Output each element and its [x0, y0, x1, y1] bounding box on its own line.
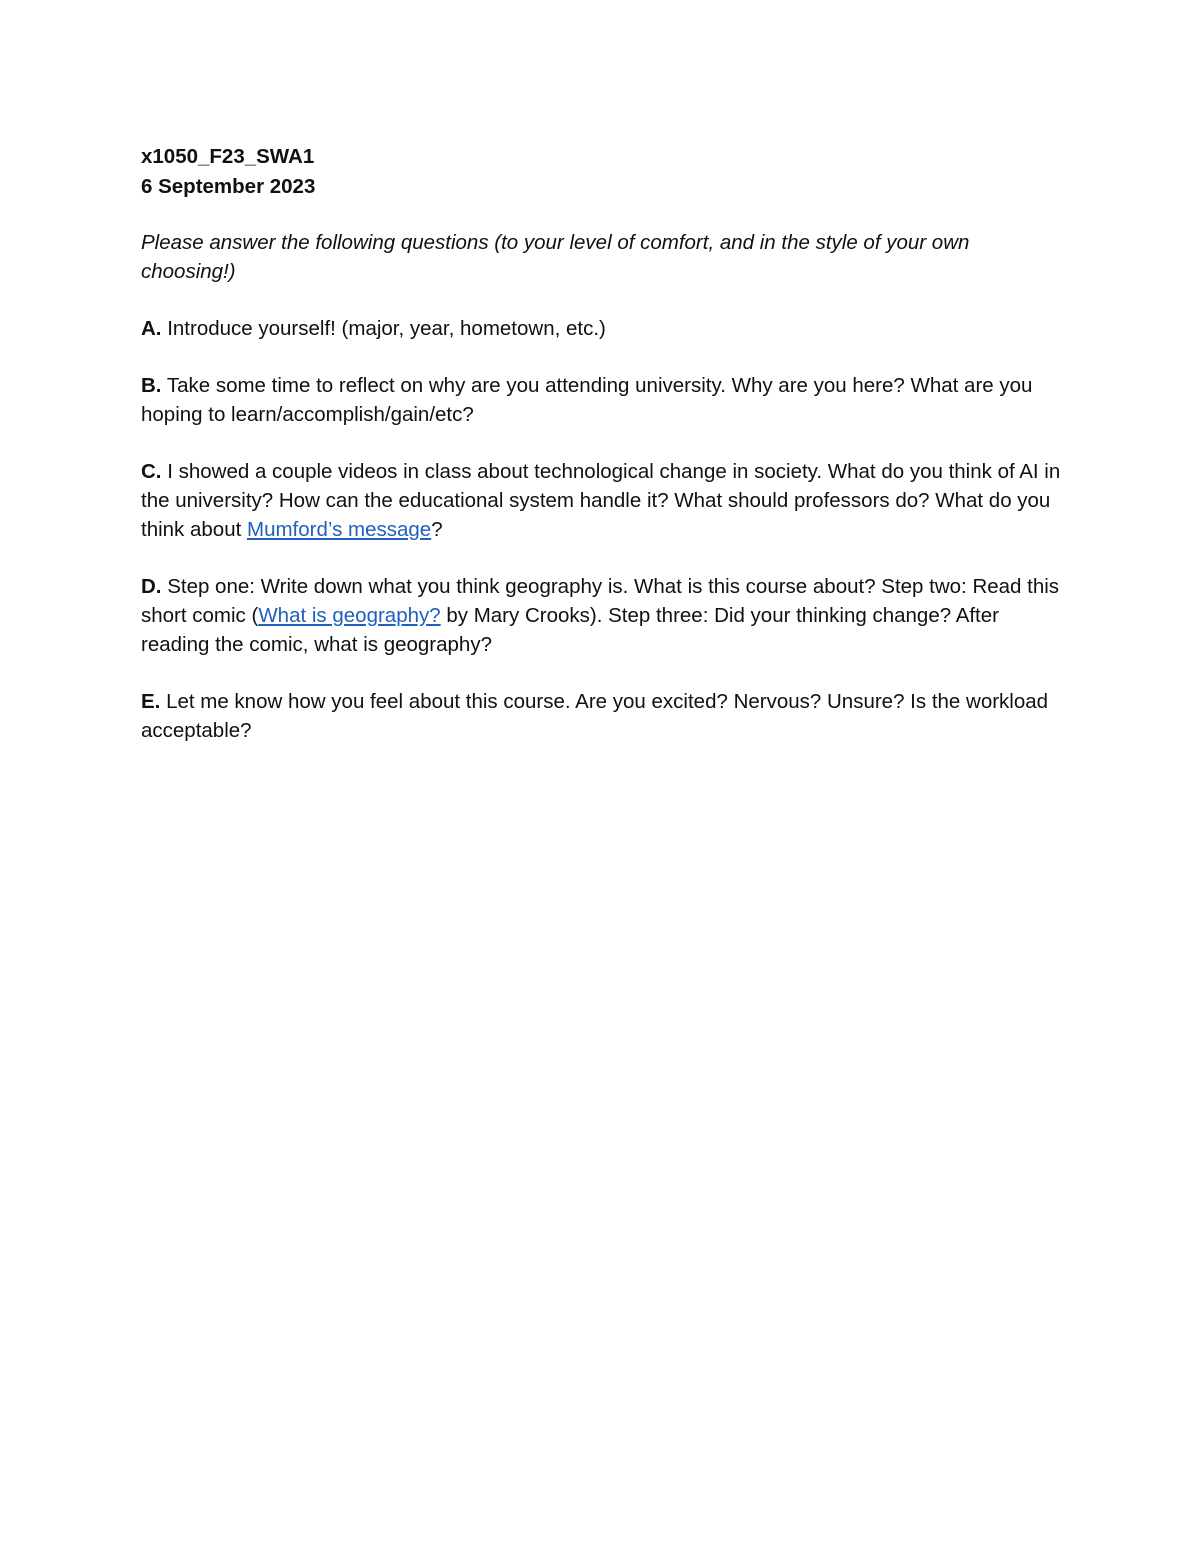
question-e-letter: E.: [141, 690, 161, 713]
question-b: [141, 371, 1066, 429]
question-a-text: Introduce yourself! (major, year, hometown, etc.): [161, 317, 606, 340]
question-b-letter: B.: [141, 374, 162, 397]
question-c-text-end: ?: [431, 518, 443, 541]
question-d-text: Step one: Write down what you think geography is. What is this course about? Step two: Read this short comic (: [141, 575, 1060, 627]
question-c-text: I showed a couple videos in class about technological change in society. What do you think of AI in the university? How can the educational system handle it? What should professors do? What do you think about: [141, 460, 1061, 541]
question-a-letter: A.: [141, 317, 162, 340]
document-title: x1050_F23_SWA1: [141, 145, 315, 168]
question-e-text: Let me know how you feel about this course. Are you excited? Nervous? Unsure? Is the workload acceptable?: [141, 690, 1049, 742]
mumford-message-link[interactable]: Mumford’s message: [247, 518, 432, 541]
question-d-text-end: by Mary Crooks). Step three: Did your thinking change? After reading the comic, what is geography?: [141, 604, 999, 656]
question-b-text: Take some time to reflect on why are you attending university. Why are you here? What are you hoping to learn/accomplish/gain/etc?: [141, 374, 1033, 426]
question-a: [141, 314, 1066, 343]
document-body: [141, 142, 1066, 745]
question-d-letter: D.: [141, 575, 162, 598]
question-d: [141, 572, 1066, 659]
what-is-geography-link[interactable]: What is geography?: [258, 604, 441, 627]
question-e: [141, 687, 1066, 745]
question-c-letter: C.: [141, 460, 162, 483]
instructions: Please answer the following questions (to your level of comfort, and in the style of your own choosing!): [141, 231, 970, 283]
document-date: 6 September 2023: [141, 175, 316, 198]
question-c: [141, 457, 1066, 544]
